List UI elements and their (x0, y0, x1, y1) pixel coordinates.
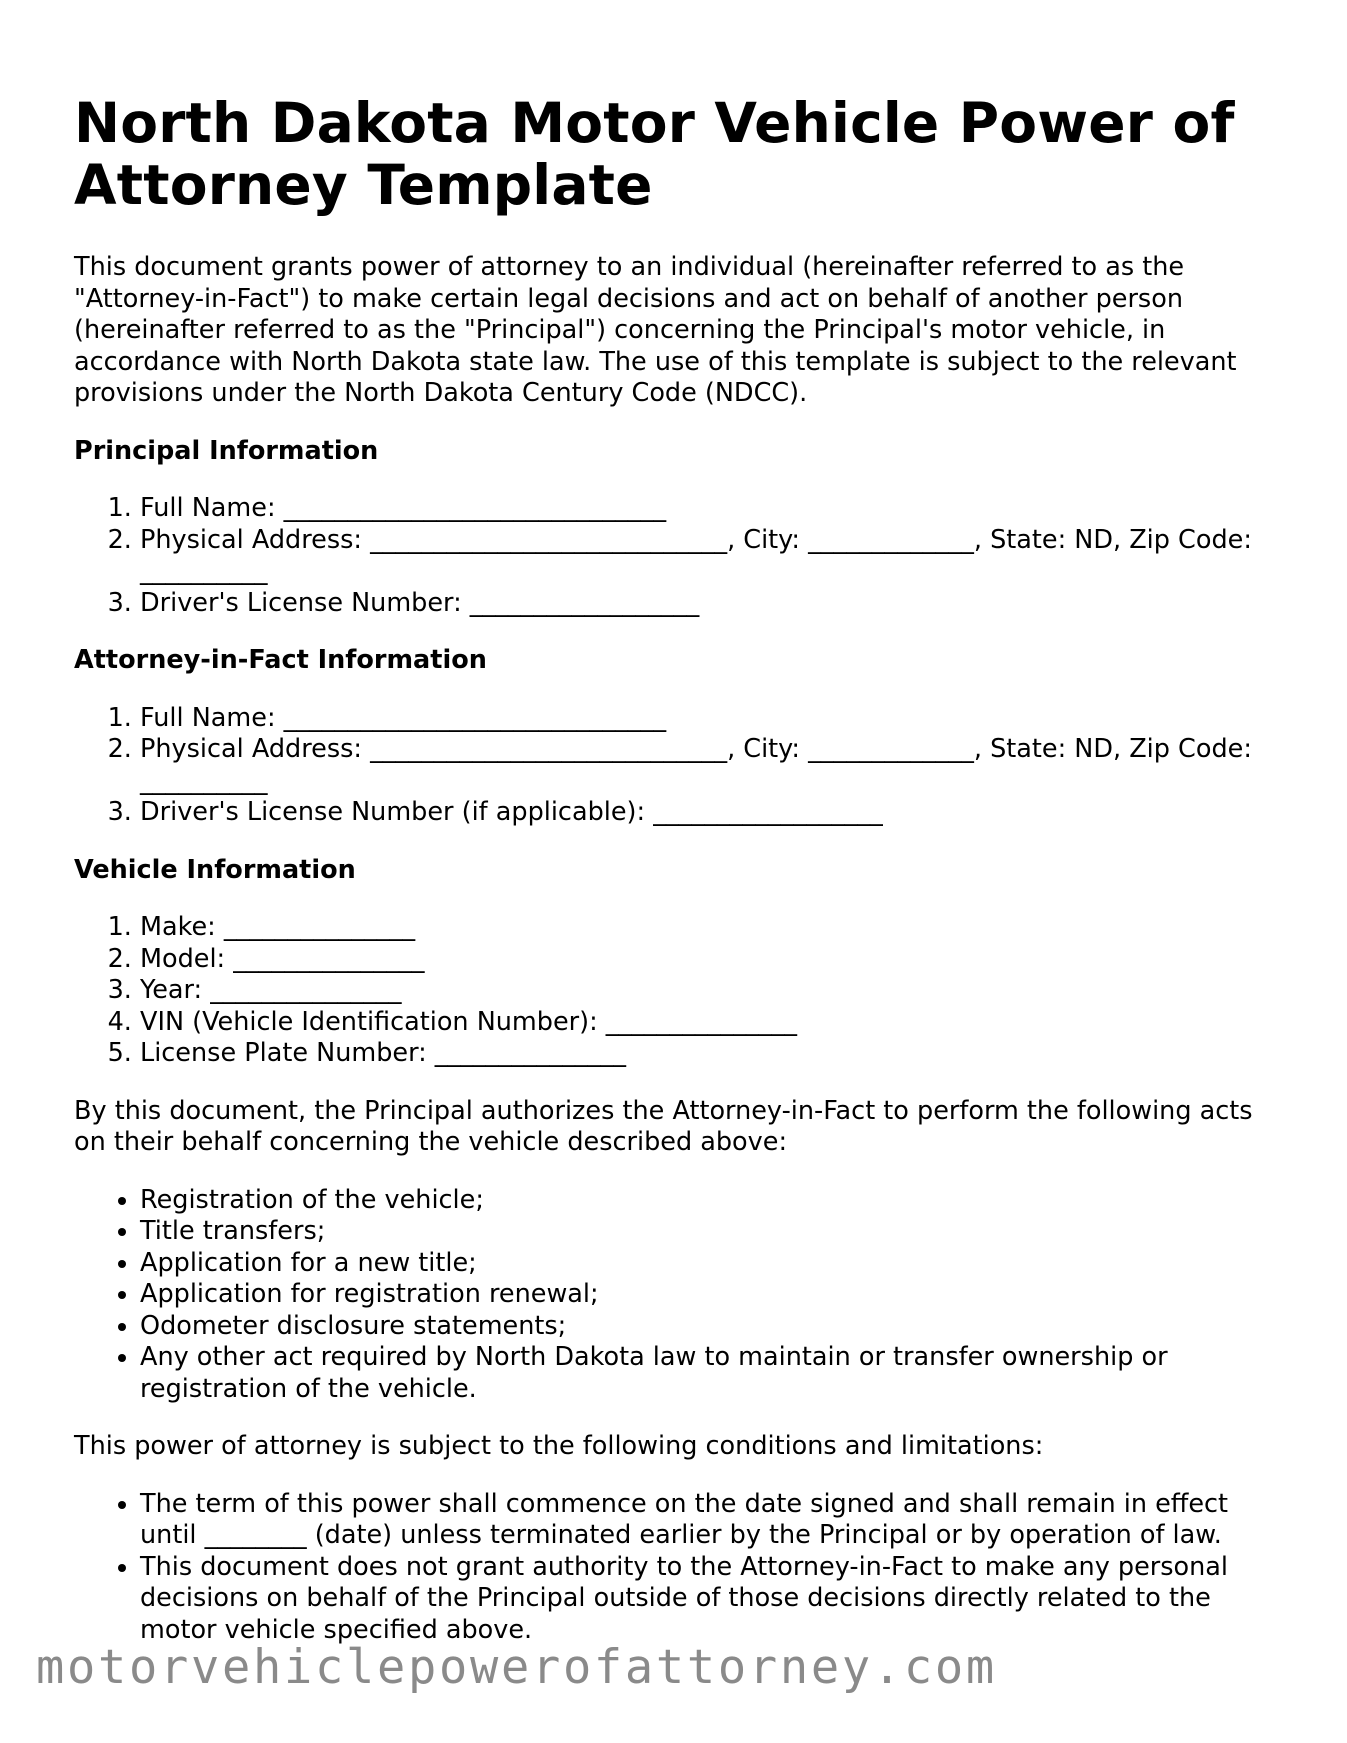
vehicle-heading: Vehicle Information (74, 854, 356, 885)
vehicle-list (74, 912, 1284, 1070)
principal-full-name: 1. Full Name: ______________________________ (140, 493, 1284, 525)
attorney-license: 3. Driver's License Number (if applicable): __________________ (140, 797, 1284, 829)
principal-license: 3. Driver's License Number: __________________ (140, 588, 1284, 620)
document-title: North Dakota Motor Vehicle Power of Attorney Template (74, 91, 1235, 217)
conditions-paragraph: This power of attorney is subject to the following conditions and limitations: (74, 1431, 1044, 1461)
principal-address: 2. Physical Address: ____________________________, City: _____________, State: ND, Zip Code: __________ (140, 525, 1284, 588)
act-item: • Application for registration renewal; (140, 1279, 1284, 1311)
watermark-text: motorvehiclepowerofattorney.com (36, 1640, 997, 1695)
authorization-paragraph: By this document, the Principal authorizes the Attorney-in-Fact to perform the following acts on their behalf concerning the vehicle described above: (74, 1095, 1253, 1157)
vehicle-model: 2. Model: _______________ (140, 944, 1284, 976)
acts-list (74, 1185, 1284, 1406)
intro-paragraph: This document grants power of attorney to an individual (hereinafter referred to as the "Attorney-in-Fact") to make certain legal decisions and act on behalf of another person (hereinafter referred to as the "Principal") concerning the Principal's motor vehicle, in accordance with North Dakota state law. The use of this template is subject to the relevant provisions under the North Dakota Century Code (NDCC). (74, 252, 1237, 408)
vehicle-year: 3. Year: _______________ (140, 975, 1284, 1007)
condition-item: • This document does not grant authority to the Attorney-in-Fact to make any personal decisions on behalf of the Principal outside of those decisions directly related to the motor vehicle specified above. (140, 1552, 1284, 1647)
principal-heading: Principal Information (74, 435, 379, 466)
attorney-address: 2. Physical Address: ____________________________, City: _____________, State: ND, Zip Code: __________ (140, 734, 1284, 797)
act-item: • Any other act required by North Dakota law to maintain or transfer ownership or registration of the vehicle. (140, 1342, 1284, 1405)
condition-item: • The term of this power shall commence on the date signed and shall remain in effect until ________ (date) unless terminated earlier by the Principal or by operation of law. (140, 1489, 1284, 1552)
act-item: • Application for a new title; (140, 1248, 1284, 1280)
conditions-list (74, 1489, 1284, 1647)
vehicle-plate: 5. License Plate Number: _______________ (140, 1038, 1284, 1070)
vehicle-make: 1. Make: _______________ (140, 912, 1284, 944)
act-item: • Registration of the vehicle; (140, 1185, 1284, 1217)
vehicle-vin: 4. VIN (Vehicle Identification Number): _______________ (140, 1007, 1284, 1039)
attorney-full-name: 1. Full Name: ______________________________ (140, 703, 1284, 735)
attorney-heading: Attorney-in-Fact Information (74, 645, 487, 675)
principal-list (74, 493, 1284, 619)
act-item: • Odometer disclosure statements; (140, 1311, 1284, 1343)
attorney-list (74, 703, 1284, 829)
document-page (74, 92, 1284, 1672)
act-item: • Title transfers; (140, 1216, 1284, 1248)
